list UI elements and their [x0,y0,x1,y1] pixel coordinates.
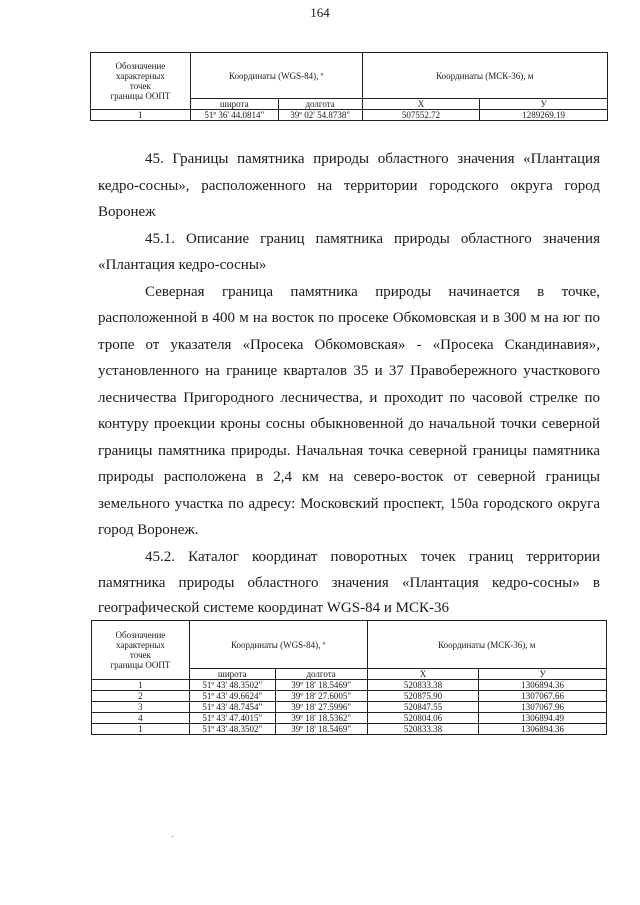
section-452-line-2: памятника природы областного значения «Плантация кедро-сосны» в [98,575,600,591]
cell-x: 520875.90 [367,691,479,702]
cell-x: 507552.72 [362,110,480,121]
header-y: У [479,669,607,680]
cell-x: 520833.38 [367,680,479,691]
cell-x: 520847.55 [367,702,479,713]
section-45-line-1: 45. Границы памятника природы областного значения «Плантация [145,151,600,167]
cell-lat: 51º 36' 44.0814" [190,110,278,121]
header-x: X [362,99,480,110]
section-45-line-3: Воронеж [98,204,156,220]
table-row [92,680,607,691]
paragraph-line-1: Северная граница памятника природы начинается в точке, [145,284,600,300]
cell-y: 1289269.19 [480,110,608,121]
header-lat: широта [189,669,275,680]
header-y: У [480,99,608,110]
cell-lat: 51º 43' 48.3502" [189,680,275,691]
table-row [92,724,607,735]
cell-point: 1 [92,724,190,735]
table-row [92,702,607,713]
cell-point: 1 [92,680,190,691]
paragraph-line-10: город Воронеж. [98,522,199,538]
cell-lat: 51º 43' 47.4015" [189,713,275,724]
cell-lat: 51º 43' 49.6624" [189,691,275,702]
section-45-line-2: кедро-сосны», расположенного на территории городского округа город [98,178,600,194]
paragraph-line-2: расположенной в 400 м на восток по просеке Обкомовская и в 300 м на юг по [98,310,600,326]
header-x: X [367,669,479,680]
header-msk: Координаты (МСК-36), м [367,621,606,669]
table-row [92,691,607,702]
header-designation: Обозначение характерных точек границы ООПТ [92,621,190,680]
header-wgs: Координаты (WGS-84), º [189,621,367,669]
cell-y: 1307067.96 [479,702,607,713]
cell-lon: 39º 18' 27.5996" [275,702,367,713]
paragraph-line-3: тропе от указателя «Просека Обкомовская» - «Просека Скандинавия», [98,337,600,353]
cell-lon: 39º 18' 27.6005" [275,691,367,702]
cell-lon: 39º 18' 18.5362" [275,713,367,724]
cell-point: 2 [92,691,190,702]
header-lat: широта [190,99,278,110]
header-lon: долгота [278,99,362,110]
section-451-line-1: 45.1. Описание границ памятника природы областного значения [145,231,600,247]
section-451-line-2: «Плантация кедро-сосны» [98,257,267,273]
cell-y: 1306894.49 [479,713,607,724]
coordinates-table-top [90,52,608,121]
paragraph-line-6: контуру проекции кроны сосны обыкновенной до начальной точки северной [98,416,600,432]
coordinates-table-catalog [91,620,607,735]
cell-y: 1306894.36 [479,680,607,691]
section-452-line-3: географической системе координат WGS-84 и МСК-36 [98,600,449,616]
table-row [91,110,608,121]
header-wgs: Координаты (WGS-84), º [190,53,362,99]
paragraph-line-9: земельного участка по адресу: Московский проспект, 150а городского округа [98,496,600,512]
header-lon: долгота [275,669,367,680]
cell-point: 3 [92,702,190,713]
page-number: 164 [310,5,330,20]
cell-lat: 51º 43' 48.7454" [189,702,275,713]
cell-point: 4 [92,713,190,724]
table-row [92,713,607,724]
cell-point: 1 [91,110,191,121]
cell-lon: 39º 02' 54.8738" [278,110,362,121]
cell-y: 1307067.66 [479,691,607,702]
cell-lon: 39º 18' 18.5469" [275,724,367,735]
section-452-line-1: 45.2. Каталог координат поворотных точек границ территории [145,549,600,565]
paragraph-line-7: границы памятника природы. Начальная точка северной границы памятника [98,443,600,459]
header-msk: Координаты (МСК-36), м [362,53,607,99]
cell-lat: 51º 43' 48.3502" [189,724,275,735]
paragraph-line-4: установленного на границе кварталов 35 и 37 Правобережного участкового [98,363,600,379]
cell-y: 1306894.36 [479,724,607,735]
scan-speck [172,836,173,837]
cell-x: 520833.38 [367,724,479,735]
paragraph-line-8: природы расположена в 2,4 км на северо-восток от северной границы [98,469,600,485]
paragraph-line-5: лесничества Пригородного лесничества, и проходит по часовой стрелке по [98,390,600,406]
cell-x: 520804.06 [367,713,479,724]
header-designation: Обозначение характерных точек границы ООПТ [91,53,191,110]
cell-lon: 39º 18' 18.5469" [275,680,367,691]
